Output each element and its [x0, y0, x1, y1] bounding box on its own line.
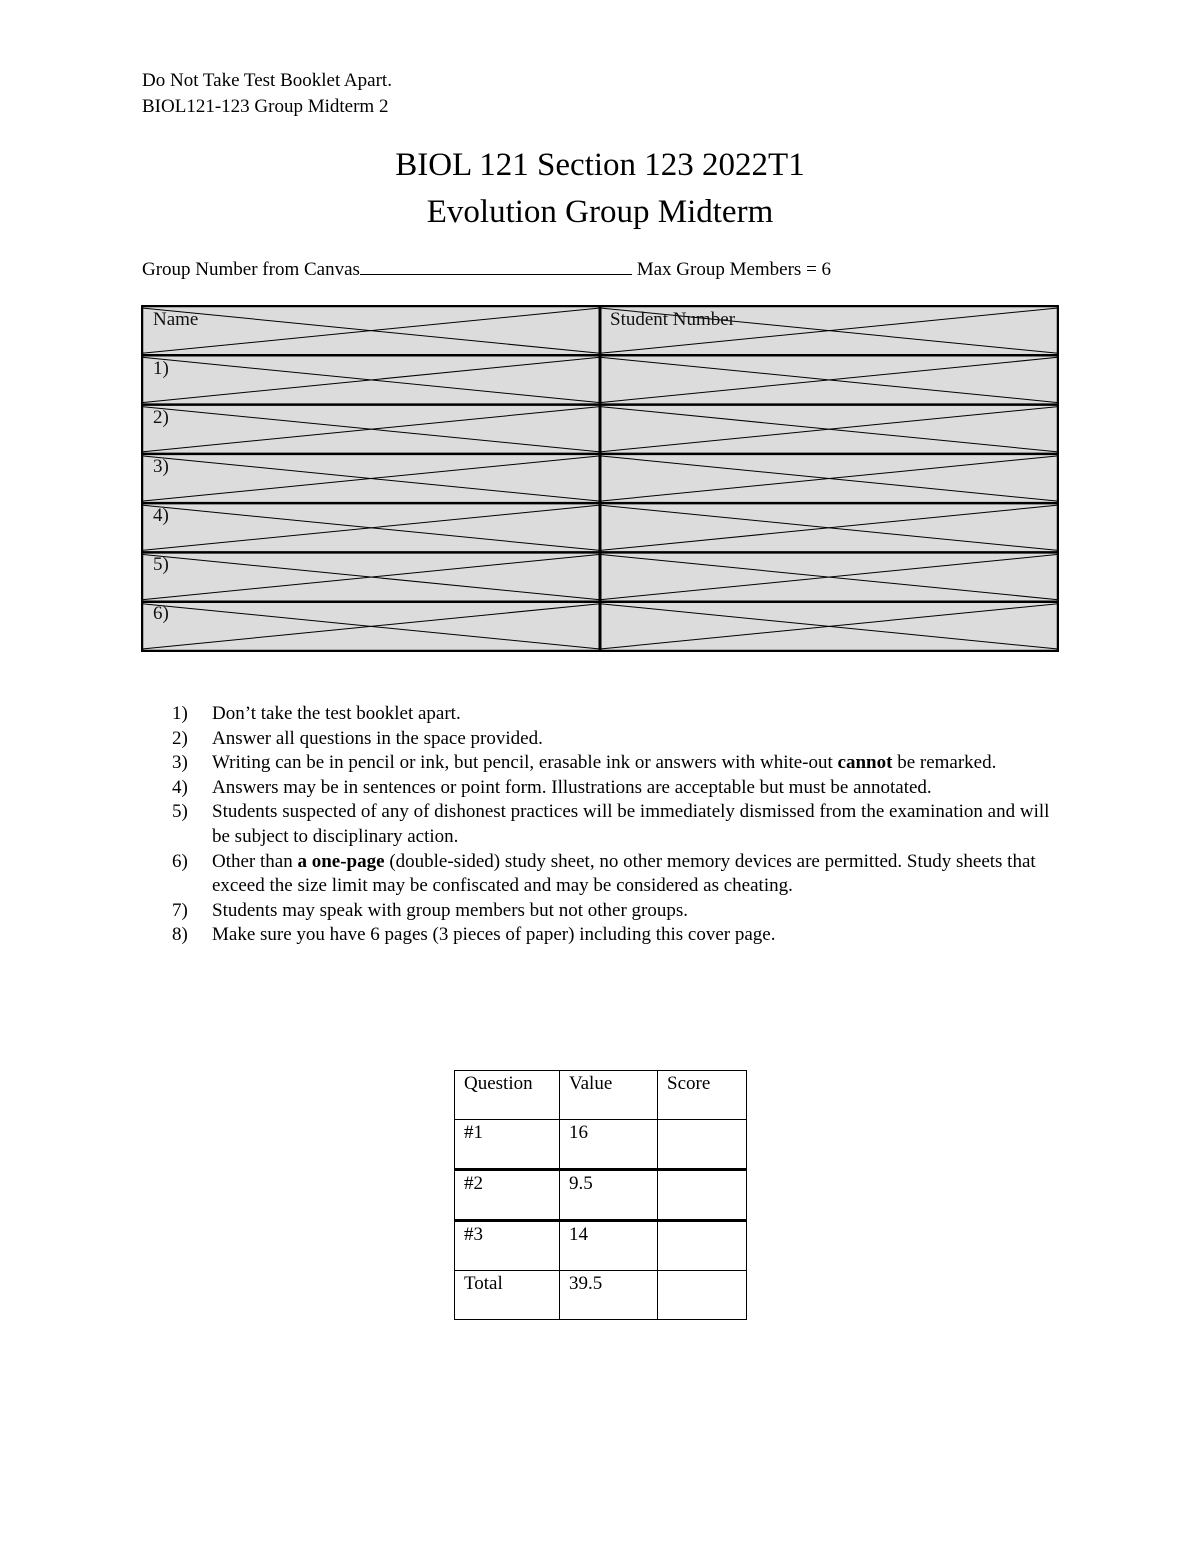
instruction-number: 6)	[172, 850, 188, 872]
page-title: BIOL 121 Section 123 2022T1	[395, 147, 805, 183]
instruction-item	[172, 776, 1072, 801]
instruction-text: Students may speak with group members but not other groups.	[212, 899, 688, 921]
member-row-label: 1)	[153, 358, 169, 379]
member-row-label: 5)	[153, 554, 169, 575]
question-cell: #3	[455, 1221, 560, 1271]
group-number-label: Group Number from Canvas	[142, 259, 360, 280]
instruction-item	[172, 702, 1072, 727]
instructions-list	[172, 702, 1072, 948]
score-table-header-row	[455, 1071, 747, 1120]
table-row	[455, 1170, 747, 1221]
instruction-text: Writing can be in pencil or ink, but pencil, erasable ink or answers with white-out	[212, 752, 838, 774]
instruction-item	[172, 923, 1072, 948]
value-cell: 39.5	[560, 1271, 658, 1320]
page-subtitle: Evolution Group Midterm	[426, 194, 774, 230]
instruction-text: Answer all questions in the space provided.	[212, 727, 543, 749]
member-row-label: 2)	[153, 407, 169, 428]
member-row-label: 3)	[153, 456, 169, 477]
score-cell[interactable]	[658, 1120, 747, 1170]
group-number-blank[interactable]	[360, 258, 632, 275]
table-row	[455, 1221, 747, 1271]
max-members-text: Max Group Members = 6	[636, 259, 832, 280]
value-cell: 9.5	[560, 1170, 658, 1221]
table-row	[455, 1120, 747, 1170]
question-column-header: Question	[455, 1071, 560, 1120]
score-cell[interactable]	[658, 1170, 747, 1221]
header-course-exam: BIOL121-123 Group Midterm 2	[142, 96, 389, 117]
instruction-text: Don’t take the test booklet apart.	[212, 703, 461, 724]
instruction-emphasis: cannot	[837, 752, 893, 774]
instruction-text: Students suspected of any of dishonest practices will be immediately dismissed from the examination and will be subject to disciplinary action.	[212, 801, 1050, 847]
instruction-text: Answers may be in sentences or point form. Illustrations are acceptable but must be annotated.	[212, 776, 932, 798]
instruction-item	[172, 727, 1072, 752]
instruction-number: 2)	[172, 727, 188, 749]
score-table	[454, 1070, 747, 1320]
header-notice: Do Not Take Test Booklet Apart.	[142, 70, 392, 91]
instruction-number: 5)	[172, 801, 188, 823]
value-column-header: Value	[560, 1071, 658, 1120]
score-column-header: Score	[658, 1071, 747, 1120]
instruction-item	[172, 850, 1072, 899]
value-cell: 14	[560, 1221, 658, 1271]
question-cell: #1	[455, 1120, 560, 1170]
group-number-line	[142, 258, 831, 281]
instruction-emphasis: a one-page	[297, 850, 385, 872]
score-cell[interactable]	[658, 1221, 747, 1271]
member-row-label: 6)	[153, 603, 169, 624]
instruction-number: 4)	[172, 776, 188, 798]
instruction-item	[172, 899, 1072, 924]
member-table-grid	[141, 305, 1059, 652]
instruction-number: 8)	[172, 924, 188, 946]
value-cell: 16	[560, 1120, 658, 1170]
score-cell[interactable]	[658, 1271, 747, 1320]
instruction-number: 3)	[172, 752, 188, 774]
name-column-header: Name	[153, 309, 199, 330]
instruction-number: 1)	[172, 703, 188, 724]
instruction-text: Other than	[212, 850, 298, 872]
instruction-text: (double-sided) study sheet, no other memory devices are permitted. Study sheets that exceed the size limit may be confiscated and may be considered as cheating.	[212, 850, 1036, 897]
instruction-text: Make sure you have 6 pages (3 pieces of paper) including this cover page.	[212, 924, 776, 946]
instruction-item	[172, 800, 1072, 849]
member-row-label: 4)	[153, 505, 169, 526]
member-table	[141, 305, 1059, 652]
question-cell: Total	[455, 1271, 560, 1320]
table-row	[455, 1271, 747, 1320]
question-cell: #2	[455, 1170, 560, 1221]
instruction-text: be remarked.	[892, 752, 997, 774]
instruction-number: 7)	[172, 899, 188, 921]
instruction-item	[172, 751, 1072, 776]
student-number-column-header: Student Number	[610, 309, 736, 330]
